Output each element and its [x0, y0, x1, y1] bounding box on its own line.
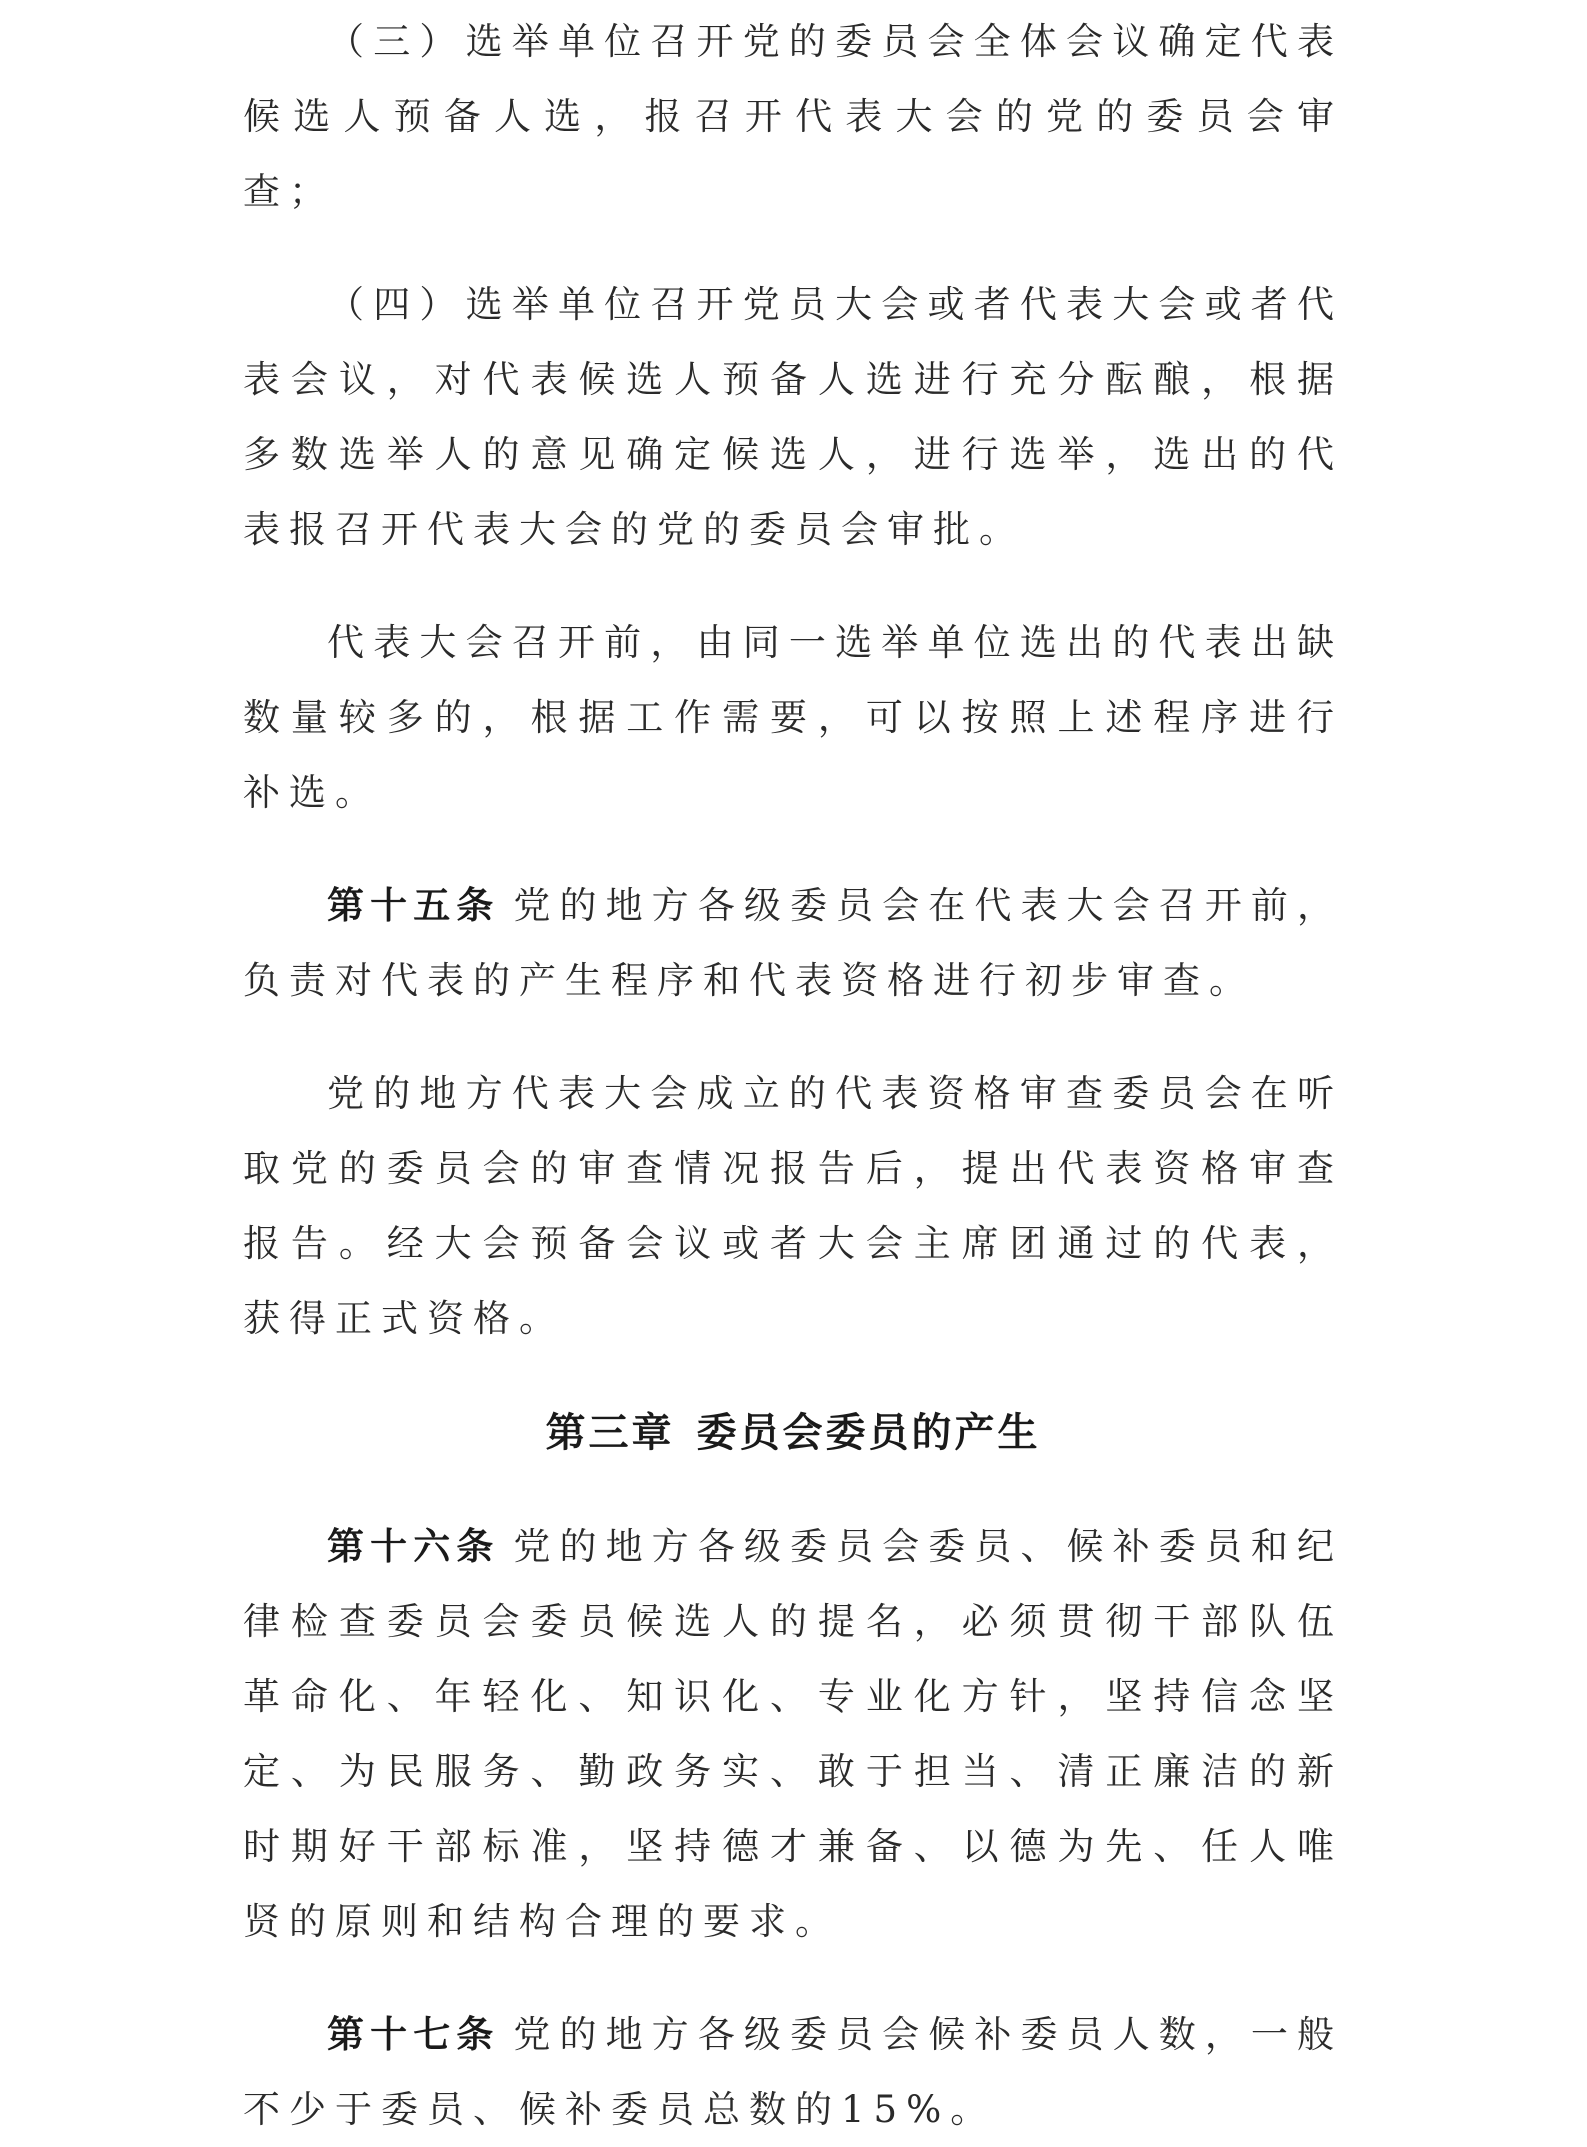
paragraph-text: 代表大会召开前，由同一选举单位选出的代表出缺数量较多的，根据工作需要，可以按照上述程序进行补选。 — [243, 621, 1343, 814]
article-text: 党的地方各级委员会候补委员人数，一般不少于委员、候补委员总数的15%。 — [243, 2013, 1344, 2131]
article-17 — [243, 1997, 1343, 2147]
article-label: 第十七条 — [327, 2013, 500, 2056]
chapter-heading — [243, 1396, 1343, 1471]
paragraph-qualification-review — [243, 1056, 1343, 1356]
paragraph-text: （四）选举单位召开党员大会或者代表大会或者代表会议，对代表候选人预备人选进行充分酝酿，根据多数选举人的意见确定候选人，进行选举，选出的代表报召开代表大会的党的委员会审批。 — [243, 283, 1343, 551]
paragraph-item-4 — [243, 267, 1343, 567]
chapter-title: 委员会委员的产生 — [696, 1410, 1041, 1456]
paragraph-text: （三）选举单位召开党的委员会全体会议确定代表候选人预备人选，报召开代表大会的党的委员会审查； — [243, 20, 1343, 213]
article-16 — [243, 1509, 1343, 1959]
article-text: 党的地方各级委员会在代表大会召开前，负责对代表的产生程序和代表资格进行初步审查。 — [243, 884, 1344, 1002]
document-page — [243, 0, 1344, 2131]
article-label: 第十五条 — [327, 884, 500, 927]
paragraph-by-election — [243, 605, 1343, 830]
article-text: 党的地方各级委员会委员、候补委员和纪律检查委员会委员候选人的提名，必须贯彻干部队伍革命化、年轻化、知识化、专业化方针，坚持信念坚定、为民服务、勤政务实、敢于担当、清正廉洁的新时期好干部标准，坚持德才兼备、以德为先、任人唯贤的原则和结构合理的要求。 — [243, 1525, 1344, 1943]
chapter-number: 第三章 — [545, 1410, 675, 1456]
article-15 — [243, 868, 1343, 1018]
paragraph-item-3 — [243, 4, 1343, 229]
article-label: 第十六条 — [327, 1525, 500, 1568]
paragraph-text: 党的地方代表大会成立的代表资格审查委员会在听取党的委员会的审查情况报告后，提出代表资格审查报告。经大会预备会议或者大会主席团通过的代表，获得正式资格。 — [243, 1072, 1343, 1340]
